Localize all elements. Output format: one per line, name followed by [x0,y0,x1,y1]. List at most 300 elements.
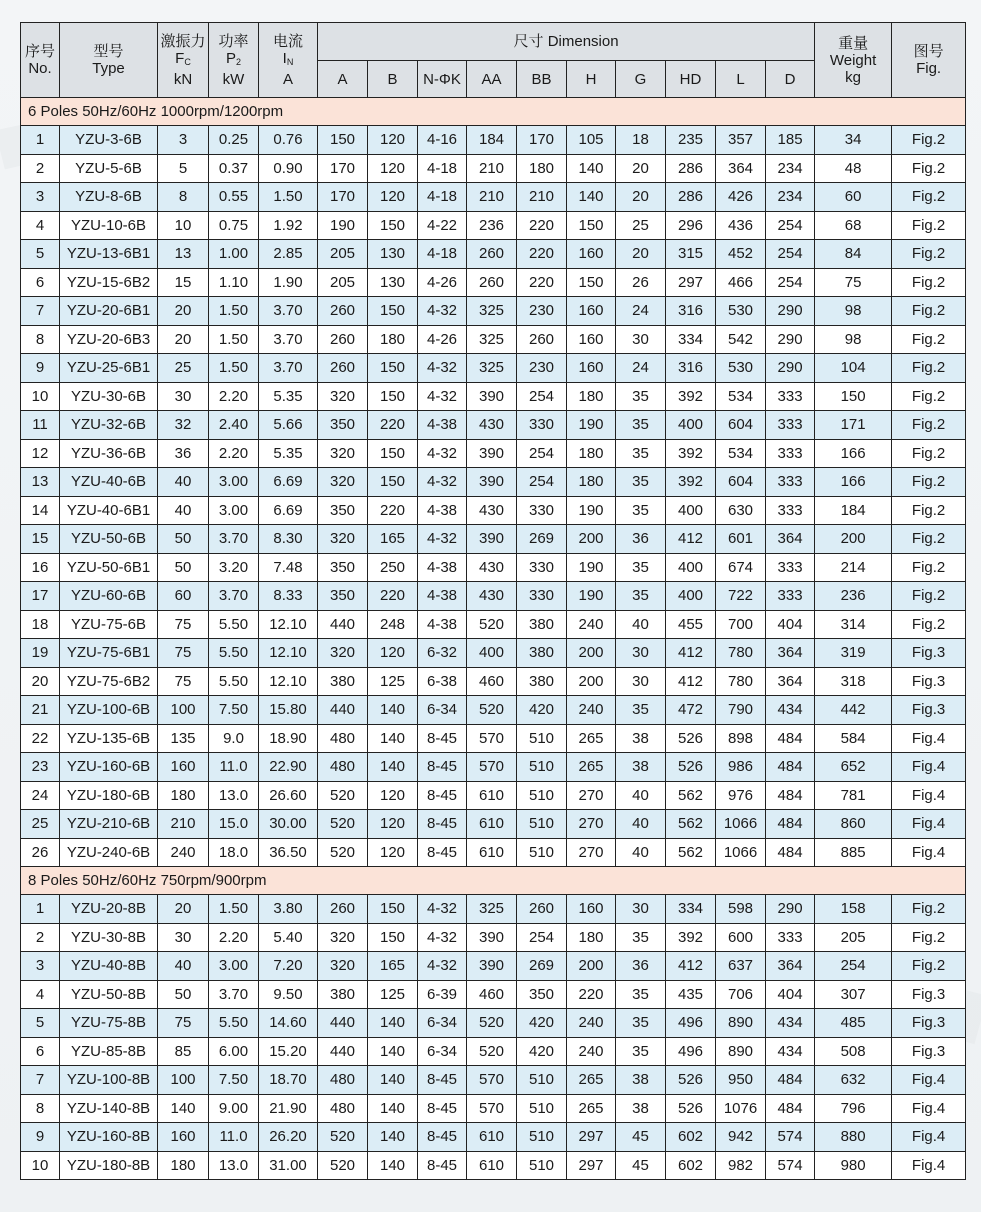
table-cell: 320 [318,639,368,668]
table-cell: 440 [318,696,368,725]
table-cell: 220 [368,411,418,440]
table-cell: YZU-30-6B [60,382,158,411]
table-cell: 5.50 [209,639,259,668]
table-cell: 1.50 [209,354,259,383]
table-cell: 30 [616,895,666,924]
table-cell: YZU-30-8B [60,923,158,952]
table-cell: 520 [318,781,368,810]
table-cell: YZU-75-8B [60,1009,158,1038]
table-cell: 15.20 [259,1037,318,1066]
table-cell: 434 [766,696,815,725]
table-cell: 364 [766,952,815,981]
table-cell: 460 [467,980,517,1009]
table-cell: YZU-135-6B [60,724,158,753]
table-cell: 200 [567,667,616,696]
table-cell: 781 [815,781,892,810]
table-cell: YZU-20-6B1 [60,297,158,326]
table-cell: 165 [368,525,418,554]
table-row [21,639,966,668]
table-cell: 5.50 [209,610,259,639]
table-cell: 530 [716,297,766,326]
table-cell: 254 [517,468,567,497]
table-cell: 230 [517,354,567,383]
table-cell: 598 [716,895,766,924]
table-cell: 4-32 [418,382,467,411]
table-cell: 9.00 [209,1094,259,1123]
table-cell: 160 [567,895,616,924]
table-cell: 480 [318,1066,368,1095]
table-cell: 286 [666,154,716,183]
table-cell: 260 [517,895,567,924]
table-cell: 0.75 [209,211,259,240]
table-cell: 333 [766,582,815,611]
table-cell: 8-45 [418,781,467,810]
table-cell: 17 [21,582,60,611]
table-cell: 38 [616,724,666,753]
table-cell: 630 [716,496,766,525]
table-cell: Fig.4 [892,1123,966,1152]
table-cell: 390 [467,952,517,981]
table-cell: 435 [666,980,716,1009]
table-cell: 330 [517,553,567,582]
table-cell: 14.60 [259,1009,318,1038]
table-cell: 510 [517,724,567,753]
table-cell: 610 [467,838,517,867]
table-cell: 510 [517,1151,567,1180]
table-cell: 412 [666,525,716,554]
table-cell: 21 [21,696,60,725]
table-cell: 4 [21,211,60,240]
table-cell: 4-26 [418,325,467,354]
table-cell: YZU-160-8B [60,1123,158,1152]
table-cell: 160 [158,753,209,782]
table-cell: YZU-100-6B [60,696,158,725]
table-cell: Fig.4 [892,1066,966,1095]
table-cell: 170 [517,126,567,155]
table-cell: Fig.2 [892,496,966,525]
table-cell: 150 [368,297,418,326]
table-cell: 20 [158,297,209,326]
table-cell: 380 [517,667,567,696]
table-cell: 40 [158,952,209,981]
table-row [21,154,966,183]
col-header-dim-aa: AA [467,61,517,98]
table-cell: 210 [467,183,517,212]
table-cell: 570 [467,1094,517,1123]
table-cell: 510 [517,838,567,867]
table-cell: 7 [21,297,60,326]
table-cell: YZU-32-6B [60,411,158,440]
table-cell: 400 [467,639,517,668]
table-cell: 24 [21,781,60,810]
table-cell: 9 [21,354,60,383]
table-cell: 780 [716,639,766,668]
table-cell: 185 [766,126,815,155]
table-cell: 1066 [716,810,766,839]
table-cell: 6 [21,268,60,297]
table-cell: 200 [567,952,616,981]
table-cell: 15 [158,268,209,297]
table-cell: 75 [158,667,209,696]
col-header-dimension: 尺寸 Dimension [318,23,815,61]
table-cell: 0.76 [259,126,318,155]
table-cell: 24 [616,354,666,383]
table-cell: 160 [158,1123,209,1152]
col-header-weight: 重量 Weight kg [815,23,892,98]
table-cell: 160 [567,354,616,383]
table-cell: 75 [158,1009,209,1038]
table-row [21,895,966,924]
table-cell: 584 [815,724,892,753]
table-cell: 330 [517,411,567,440]
table-row [21,1123,966,1152]
table-cell: 23 [21,753,60,782]
table-cell: 350 [318,496,368,525]
table-cell: 260 [467,240,517,269]
table-cell: 150 [368,382,418,411]
table-cell: 986 [716,753,766,782]
col-header-force: 激振力 $F_C$ kN [158,23,209,98]
table-cell: YZU-8-6B [60,183,158,212]
section-title: 8 Poles 50Hz/60Hz 750rpm/900rpm [21,867,966,895]
table-cell: 4-38 [418,610,467,639]
table-cell: 8-45 [418,1151,467,1180]
table-cell: 3.00 [209,468,259,497]
table-cell: 392 [666,468,716,497]
table-cell: 4-38 [418,411,467,440]
table-cell: YZU-100-8B [60,1066,158,1095]
table-cell: 364 [766,525,815,554]
table-row [21,753,966,782]
table-cell: 45 [616,1123,666,1152]
table-cell: Fig.2 [892,268,966,297]
table-cell: 120 [368,183,418,212]
table-cell: Fig.2 [892,354,966,383]
table-cell: 30 [158,923,209,952]
table-cell: Fig.4 [892,753,966,782]
table-row [21,810,966,839]
table-cell: 35 [616,696,666,725]
table-cell: 604 [716,411,766,440]
table-cell: YZU-160-6B [60,753,158,782]
table-cell: 180 [158,1151,209,1180]
table-cell: 2.20 [209,439,259,468]
table-cell: 240 [567,1009,616,1038]
table-cell: 982 [716,1151,766,1180]
table-cell: 160 [567,297,616,326]
table-cell: 150 [368,211,418,240]
table-cell: YZU-180-6B [60,781,158,810]
table-cell: Fig.2 [892,382,966,411]
table-cell: 350 [318,582,368,611]
table-cell: YZU-75-6B2 [60,667,158,696]
table-cell: 230 [517,297,567,326]
table-cell: 35 [616,496,666,525]
table-cell: 105 [567,126,616,155]
table-cell: 21.90 [259,1094,318,1123]
table-cell: 180 [158,781,209,810]
table-cell: Fig.4 [892,1151,966,1180]
table-cell: 400 [666,411,716,440]
table-cell: 510 [517,1066,567,1095]
table-cell: 434 [766,1037,815,1066]
table-cell: 950 [716,1066,766,1095]
table-cell: 125 [368,980,418,1009]
table-cell: 26 [616,268,666,297]
table-cell: 8-45 [418,1123,467,1152]
table-cell: YZU-210-6B [60,810,158,839]
table-cell: 35 [616,980,666,1009]
table-cell: 4-22 [418,211,467,240]
table-cell: Fig.2 [892,126,966,155]
table-cell: 3 [21,952,60,981]
spec-table [20,22,966,1180]
table-cell: 364 [766,667,815,696]
table-cell: 50 [158,553,209,582]
table-cell: 15.80 [259,696,318,725]
table-cell: 602 [666,1123,716,1152]
table-cell: 35 [616,468,666,497]
table-cell: 200 [567,639,616,668]
table-cell: 3.70 [209,582,259,611]
table-cell: 1076 [716,1094,766,1123]
table-cell: 120 [368,154,418,183]
table-cell: 140 [368,1151,418,1180]
table-cell: Fig.2 [892,582,966,611]
table-cell: 5.50 [209,667,259,696]
table-cell: 4-32 [418,354,467,383]
table-cell: 210 [467,154,517,183]
table-cell: 526 [666,724,716,753]
table-cell: 1.10 [209,268,259,297]
col-header-power: 功率 $P_2$ kW [209,23,259,98]
table-cell: 5.66 [259,411,318,440]
table-cell: 25 [21,810,60,839]
table-cell: 170 [318,154,368,183]
table-cell: 574 [766,1123,815,1152]
table-cell: 36 [158,439,209,468]
table-cell: 8 [158,183,209,212]
table-cell: 190 [567,411,616,440]
table-cell: 30.00 [259,810,318,839]
table-cell: 526 [666,753,716,782]
table-cell: 265 [567,753,616,782]
table-cell: 190 [567,582,616,611]
table-cell: 8-45 [418,1094,467,1123]
table-cell: 466 [716,268,766,297]
table-row [21,667,966,696]
table-cell: 5.40 [259,923,318,952]
table-cell: Fig.3 [892,639,966,668]
table-cell: 35 [616,1009,666,1038]
table-cell: 2.85 [259,240,318,269]
table-cell: 25 [616,211,666,240]
table-cell: 380 [318,667,368,696]
table-cell: Fig.4 [892,781,966,810]
table-row [21,1009,966,1038]
table-cell: 180 [368,325,418,354]
table-cell: 1.92 [259,211,318,240]
table-cell: 510 [517,753,567,782]
table-cell: 4-18 [418,154,467,183]
table-cell: 190 [567,496,616,525]
table-cell: 98 [815,325,892,354]
table-cell: 297 [666,268,716,297]
table-cell: 4-32 [418,952,467,981]
table-cell: 3.80 [259,895,318,924]
table-cell: 235 [666,126,716,155]
table-cell: 780 [716,667,766,696]
table-cell: 254 [517,923,567,952]
table-cell: 562 [666,781,716,810]
table-cell: 4-32 [418,468,467,497]
table-cell: 30 [158,382,209,411]
table-cell: 75 [158,639,209,668]
table-cell: 420 [517,1009,567,1038]
table-cell: 8 [21,1094,60,1123]
table-cell: 296 [666,211,716,240]
table-cell: YZU-140-8B [60,1094,158,1123]
table-cell: 34 [815,126,892,155]
table-cell: 604 [716,468,766,497]
table-cell: 12.10 [259,610,318,639]
table-cell: YZU-180-8B [60,1151,158,1180]
table-cell: 520 [467,1037,517,1066]
table-cell: 484 [766,810,815,839]
table-cell: 11.0 [209,753,259,782]
table-row [21,325,966,354]
table-cell: 40 [616,610,666,639]
table-cell: 160 [567,240,616,269]
table-cell: 542 [716,325,766,354]
col-header-dim-l: L [716,61,766,98]
table-cell: 140 [368,724,418,753]
table-cell: 430 [467,496,517,525]
table-cell: 18.70 [259,1066,318,1095]
table-cell: YZU-40-6B1 [60,496,158,525]
table-cell: 320 [318,382,368,411]
table-cell: 3.00 [209,496,259,525]
table-cell: 36 [616,525,666,554]
table-cell: 4-38 [418,496,467,525]
table-cell: 6-39 [418,980,467,1009]
table-cell: Fig.2 [892,411,966,440]
table-cell: 600 [716,923,766,952]
table-cell: 6-34 [418,1009,467,1038]
table-cell: 602 [666,1151,716,1180]
table-cell: 254 [517,382,567,411]
table-body [21,98,966,1180]
table-cell: 240 [567,610,616,639]
table-cell: 260 [318,895,368,924]
table-cell: 84 [815,240,892,269]
table-cell: 130 [368,268,418,297]
table-row [21,525,966,554]
table-cell: 480 [318,724,368,753]
table-cell: 150 [368,923,418,952]
table-cell: 520 [318,1151,368,1180]
table-cell: 520 [318,810,368,839]
table-cell: 9 [21,1123,60,1152]
table-cell: 315 [666,240,716,269]
table-cell: 610 [467,781,517,810]
table-cell: 40 [616,810,666,839]
table-cell: 330 [517,582,567,611]
table-row [21,297,966,326]
table-cell: 38 [616,753,666,782]
table-cell: 510 [517,1094,567,1123]
table-cell: 426 [716,183,766,212]
table-cell: 270 [567,838,616,867]
table-cell: 318 [815,667,892,696]
table-cell: 254 [517,439,567,468]
table-cell: 10 [21,382,60,411]
table-cell: 290 [766,354,815,383]
table-cell: 330 [517,496,567,525]
table-cell: 5.50 [209,1009,259,1038]
table-cell: 350 [318,553,368,582]
table-cell: 35 [616,439,666,468]
table-cell: Fig.2 [892,952,966,981]
table-cell: 25 [158,354,209,383]
table-cell: YZU-40-8B [60,952,158,981]
table-cell: 520 [467,1009,517,1038]
table-cell: 120 [368,639,418,668]
table-cell: Fig.3 [892,696,966,725]
table-cell: 0.37 [209,154,259,183]
table-cell: 2.40 [209,411,259,440]
col-header-dim-hd: HD [666,61,716,98]
table-cell: 652 [815,753,892,782]
table-cell: YZU-50-6B1 [60,553,158,582]
table-cell: Fig.2 [892,525,966,554]
table-cell: 3 [158,126,209,155]
table-cell: 6-34 [418,696,467,725]
table-cell: 392 [666,439,716,468]
table-cell: 19 [21,639,60,668]
table-cell: 333 [766,411,815,440]
table-cell: 0.55 [209,183,259,212]
table-cell: 390 [467,382,517,411]
table-cell: Fig.2 [892,439,966,468]
table-cell: YZU-40-6B [60,468,158,497]
table-cell: 36 [616,952,666,981]
table-row [21,781,966,810]
table-cell: 140 [368,1123,418,1152]
section-header-row [21,98,966,126]
table-cell: 135 [158,724,209,753]
table-cell: 610 [467,1151,517,1180]
table-cell: 530 [716,354,766,383]
table-cell: 2.20 [209,382,259,411]
table-cell: 48 [815,154,892,183]
table-cell: 120 [368,126,418,155]
table-row [21,1094,966,1123]
table-cell: 350 [517,980,567,1009]
table-cell: 20 [158,895,209,924]
table-cell: 210 [517,183,567,212]
table-cell: 214 [815,553,892,582]
table-cell: 6-32 [418,639,467,668]
table-cell: 234 [766,183,815,212]
table-cell: 534 [716,382,766,411]
table-cell: 10 [21,1151,60,1180]
table-cell: 150 [567,211,616,240]
table-cell: 22 [21,724,60,753]
table-row [21,354,966,383]
table-cell: 325 [467,297,517,326]
table-cell: 790 [716,696,766,725]
